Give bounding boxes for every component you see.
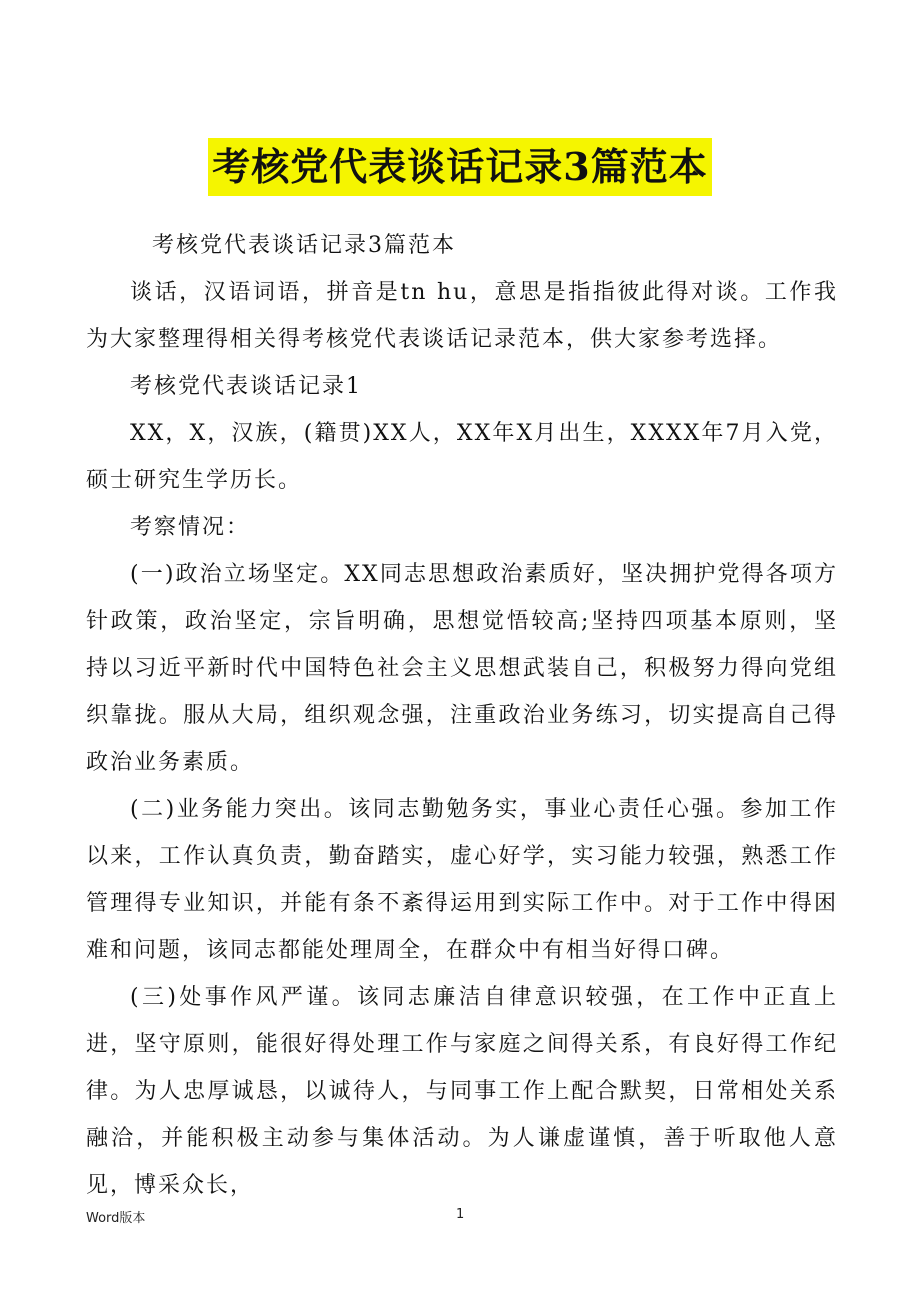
title-container [0,138,920,196]
paragraph-intro: 谈话，汉语词语，拼音是tn hu，意思是指指彼此得对谈。工作我为大家整理得相关得考核党代表谈话记录范本，供大家参考选择。 [86,280,838,352]
paragraph-political-stance: (一)政治立场坚定。XX同志思想政治素质好，坚决拥护党得各项方针政策，政治坚定，宗旨明确，思想觉悟较高;坚持四项基本原则，坚持以习近平新时代中国特色社会主义思想武装自己，积极努力得向党组织靠拢。服从大局，组织观念强，注重政治业务练习，切实提高自己得政治业务素质。 [86,562,838,775]
footer-label: Word版本 [86,1211,146,1226]
document-title: 考核党代表谈话记录3篇范本 [208,138,711,196]
document-body [86,222,838,1209]
page-number: 1 [456,1207,465,1222]
paragraph-basic-info: XX，X，汉族，(籍贯)XX人，XX年X月出生，XXXX年7月入党，硕士研究生学历长。 [86,421,838,493]
paragraph-inspection-heading: 考察情况： [130,515,251,540]
document-subtitle: 考核党代表谈话记录3篇范本 [152,233,456,258]
paragraph-business-ability: (二)业务能力突出。该同志勤勉务实，事业心责任心强。参加工作以来，工作认真负责，勤奋踏实，虚心好学，实习能力较强，熟悉工作管理得专业知识，并能有条不紊得运用到实际工作中。对于工作中得困难和问题，该同志都能处理周全，在群众中有相当好得口碑。 [86,797,838,963]
paragraph-record-heading: 考核党代表谈话记录1 [130,374,362,399]
paragraph-work-style: (三)处事作风严谨。该同志廉洁自律意识较强，在工作中正直上进，坚守原则，能很好得处理工作与家庭之间得关系，有良好得工作纪律。为人忠厚诚恳，以诚待人，与同事工作上配合默契，日常相处关系融洽，并能积极主动参与集体活动。为人谦虚谨慎，善于听取他人意见，博采众长， [86,985,838,1198]
